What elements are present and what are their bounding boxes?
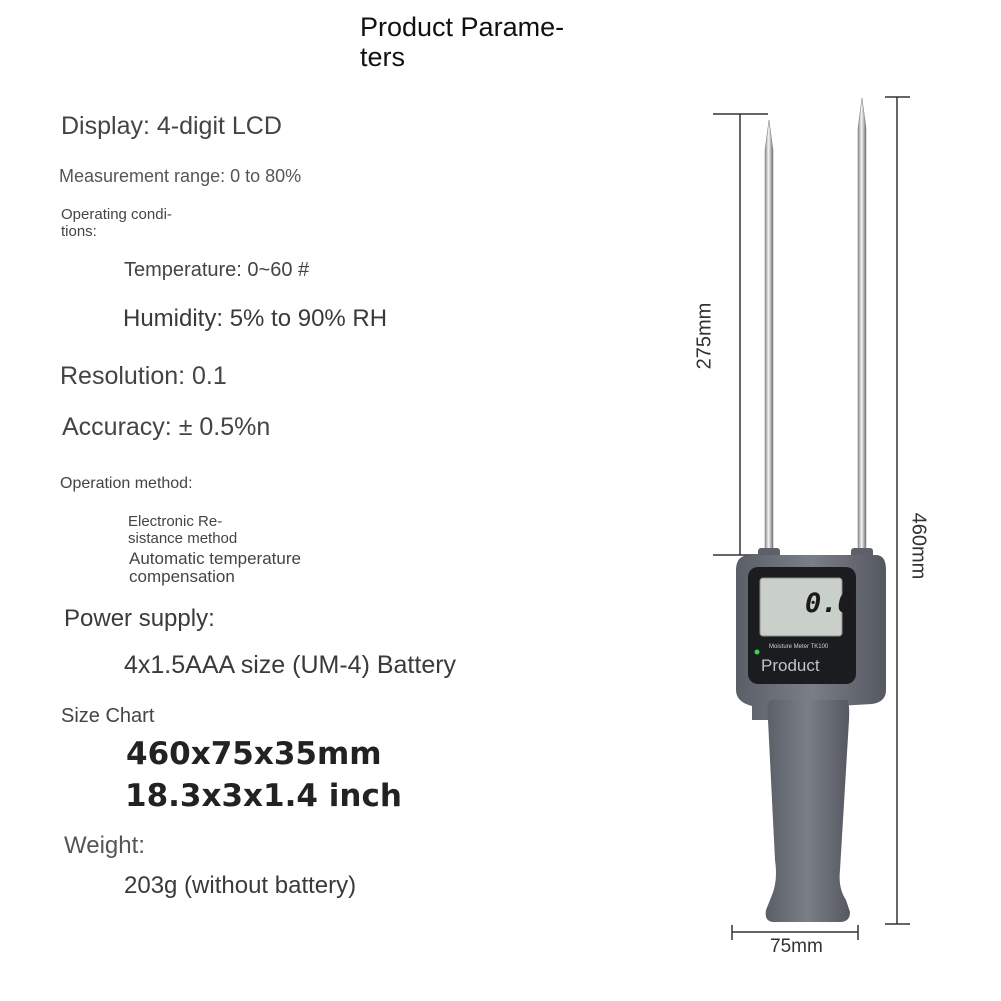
method-compensation-line-1: Automatic temperature <box>129 549 301 568</box>
probe-length-label: 275mm <box>693 302 716 370</box>
spec-size-chart: Size Chart <box>61 705 155 727</box>
spec-power-supply: Power supply: <box>64 605 215 632</box>
spec-size-inch: 18.3x3x1.4 inch <box>125 778 402 814</box>
spec-weight: Weight: <box>64 832 145 859</box>
width-label: 75mm <box>770 936 823 957</box>
operating-conditions-line-2: tions: <box>61 223 97 240</box>
spec-temperature: Temperature: 0~60 # <box>124 259 310 281</box>
method-resistance-line-2: sistance method <box>128 530 238 547</box>
right-probe <box>858 98 866 560</box>
power-indicator-led <box>755 650 760 655</box>
title-line-1: Product Parame- <box>360 12 565 42</box>
method-resistance-line-1: Electronic Re- <box>128 513 223 530</box>
lcd-reading: 0.0 <box>805 588 854 619</box>
meter-handle <box>766 700 850 922</box>
operating-conditions-line-1: Operating condi- <box>61 206 172 223</box>
spec-display: Display: 4-digit LCD <box>61 112 282 140</box>
probes <box>758 98 873 564</box>
spec-battery: 4x1.5AAA size (UM-4) Battery <box>124 651 457 679</box>
spec-size-mm: 460x75x35mm <box>126 736 382 772</box>
spec-measurement-range: Measurement range: 0 to 80% <box>59 166 302 186</box>
title-line-2: ters <box>360 42 406 72</box>
spec-resolution: Resolution: 0.1 <box>60 362 227 390</box>
spec-accuracy: Accuracy: ± 0.5%n <box>62 413 271 441</box>
spec-weight-value: 203g (without battery) <box>124 872 357 899</box>
spec-operation-method: Operation method: <box>60 475 193 492</box>
left-probe <box>765 120 773 560</box>
model-label: Moisture Meter TK100 <box>769 644 829 650</box>
spec-humidity: Humidity: 5% to 90% RH <box>123 305 388 332</box>
product-label: Product <box>761 656 820 675</box>
method-compensation-line-2: compensation <box>129 567 235 586</box>
total-length-label: 460mm <box>907 512 930 580</box>
